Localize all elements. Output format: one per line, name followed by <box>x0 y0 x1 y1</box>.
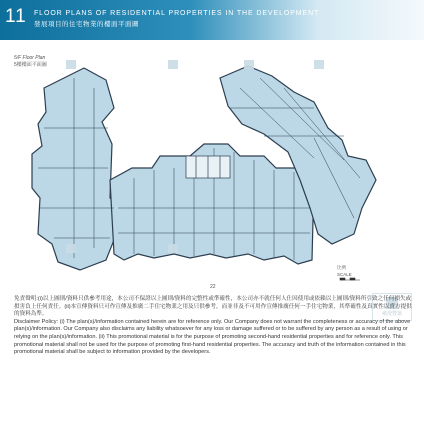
disclaimer-block <box>14 296 412 357</box>
watermark-text: 雍澄豐築 <box>381 311 402 317</box>
disclaimer-en: Disclaimer Policy: (i) The plan(s)/information contained herein are for reference only. Our Company does not warrant the completeness or accuracy of the above plan(s)/information. Our Company also disclaims any liability whatsoever for any loss or damage suffered or to be suffered by any person as a result of using or relying on the plan(s)/information. (ii) This promotional material is for the purpose of promoting second-hand residential properties and for reference only. This promotional material shall not be used for the purpose of promoting first-hand residential properties. The accuracy and truth of the information contained in this promotional material shall be subject to information provided by the developers. <box>14 318 411 356</box>
floor-label-en: 5/F Floor Plan <box>14 55 46 61</box>
section-title-zh: 發展項目的住宅物業的樓面平面圖 <box>34 21 139 28</box>
section-title-en: FLOOR PLANS OF RESIDENTIAL PROPERTIES IN THE DEVELOPMENT <box>34 10 320 17</box>
floor-plan-drawing <box>14 48 410 292</box>
plan-page-number: 22 <box>210 284 216 290</box>
scale-label-zh: 比例 <box>337 265 346 270</box>
lift-core <box>186 156 230 178</box>
scale-label-en: SCALE <box>337 272 352 277</box>
plan-left-wing <box>32 68 126 270</box>
page-header <box>0 0 424 40</box>
scale-bar <box>340 278 360 280</box>
section-number: 11 <box>5 6 27 27</box>
floor-label-zh: 5樓樓面平面圖 <box>14 62 47 68</box>
disclaimer-zh: 免責聲明:(i)以上圖則/資料只供參考用途，本公司不保證以上圖則/資料的完整性或準確性，本公司亦不就任何人仕因使用或依賴以上圖則/資料所引致之任何損失或損害負上任何責任。(ii)本宣傳資料只可作宣傳及推廣二手住宅物業之用及只供參考，而並非及不可用作宣傳推廣任何一手住宅物業，其準確性及真實性以賣方提供的資料為準。 <box>14 296 412 318</box>
